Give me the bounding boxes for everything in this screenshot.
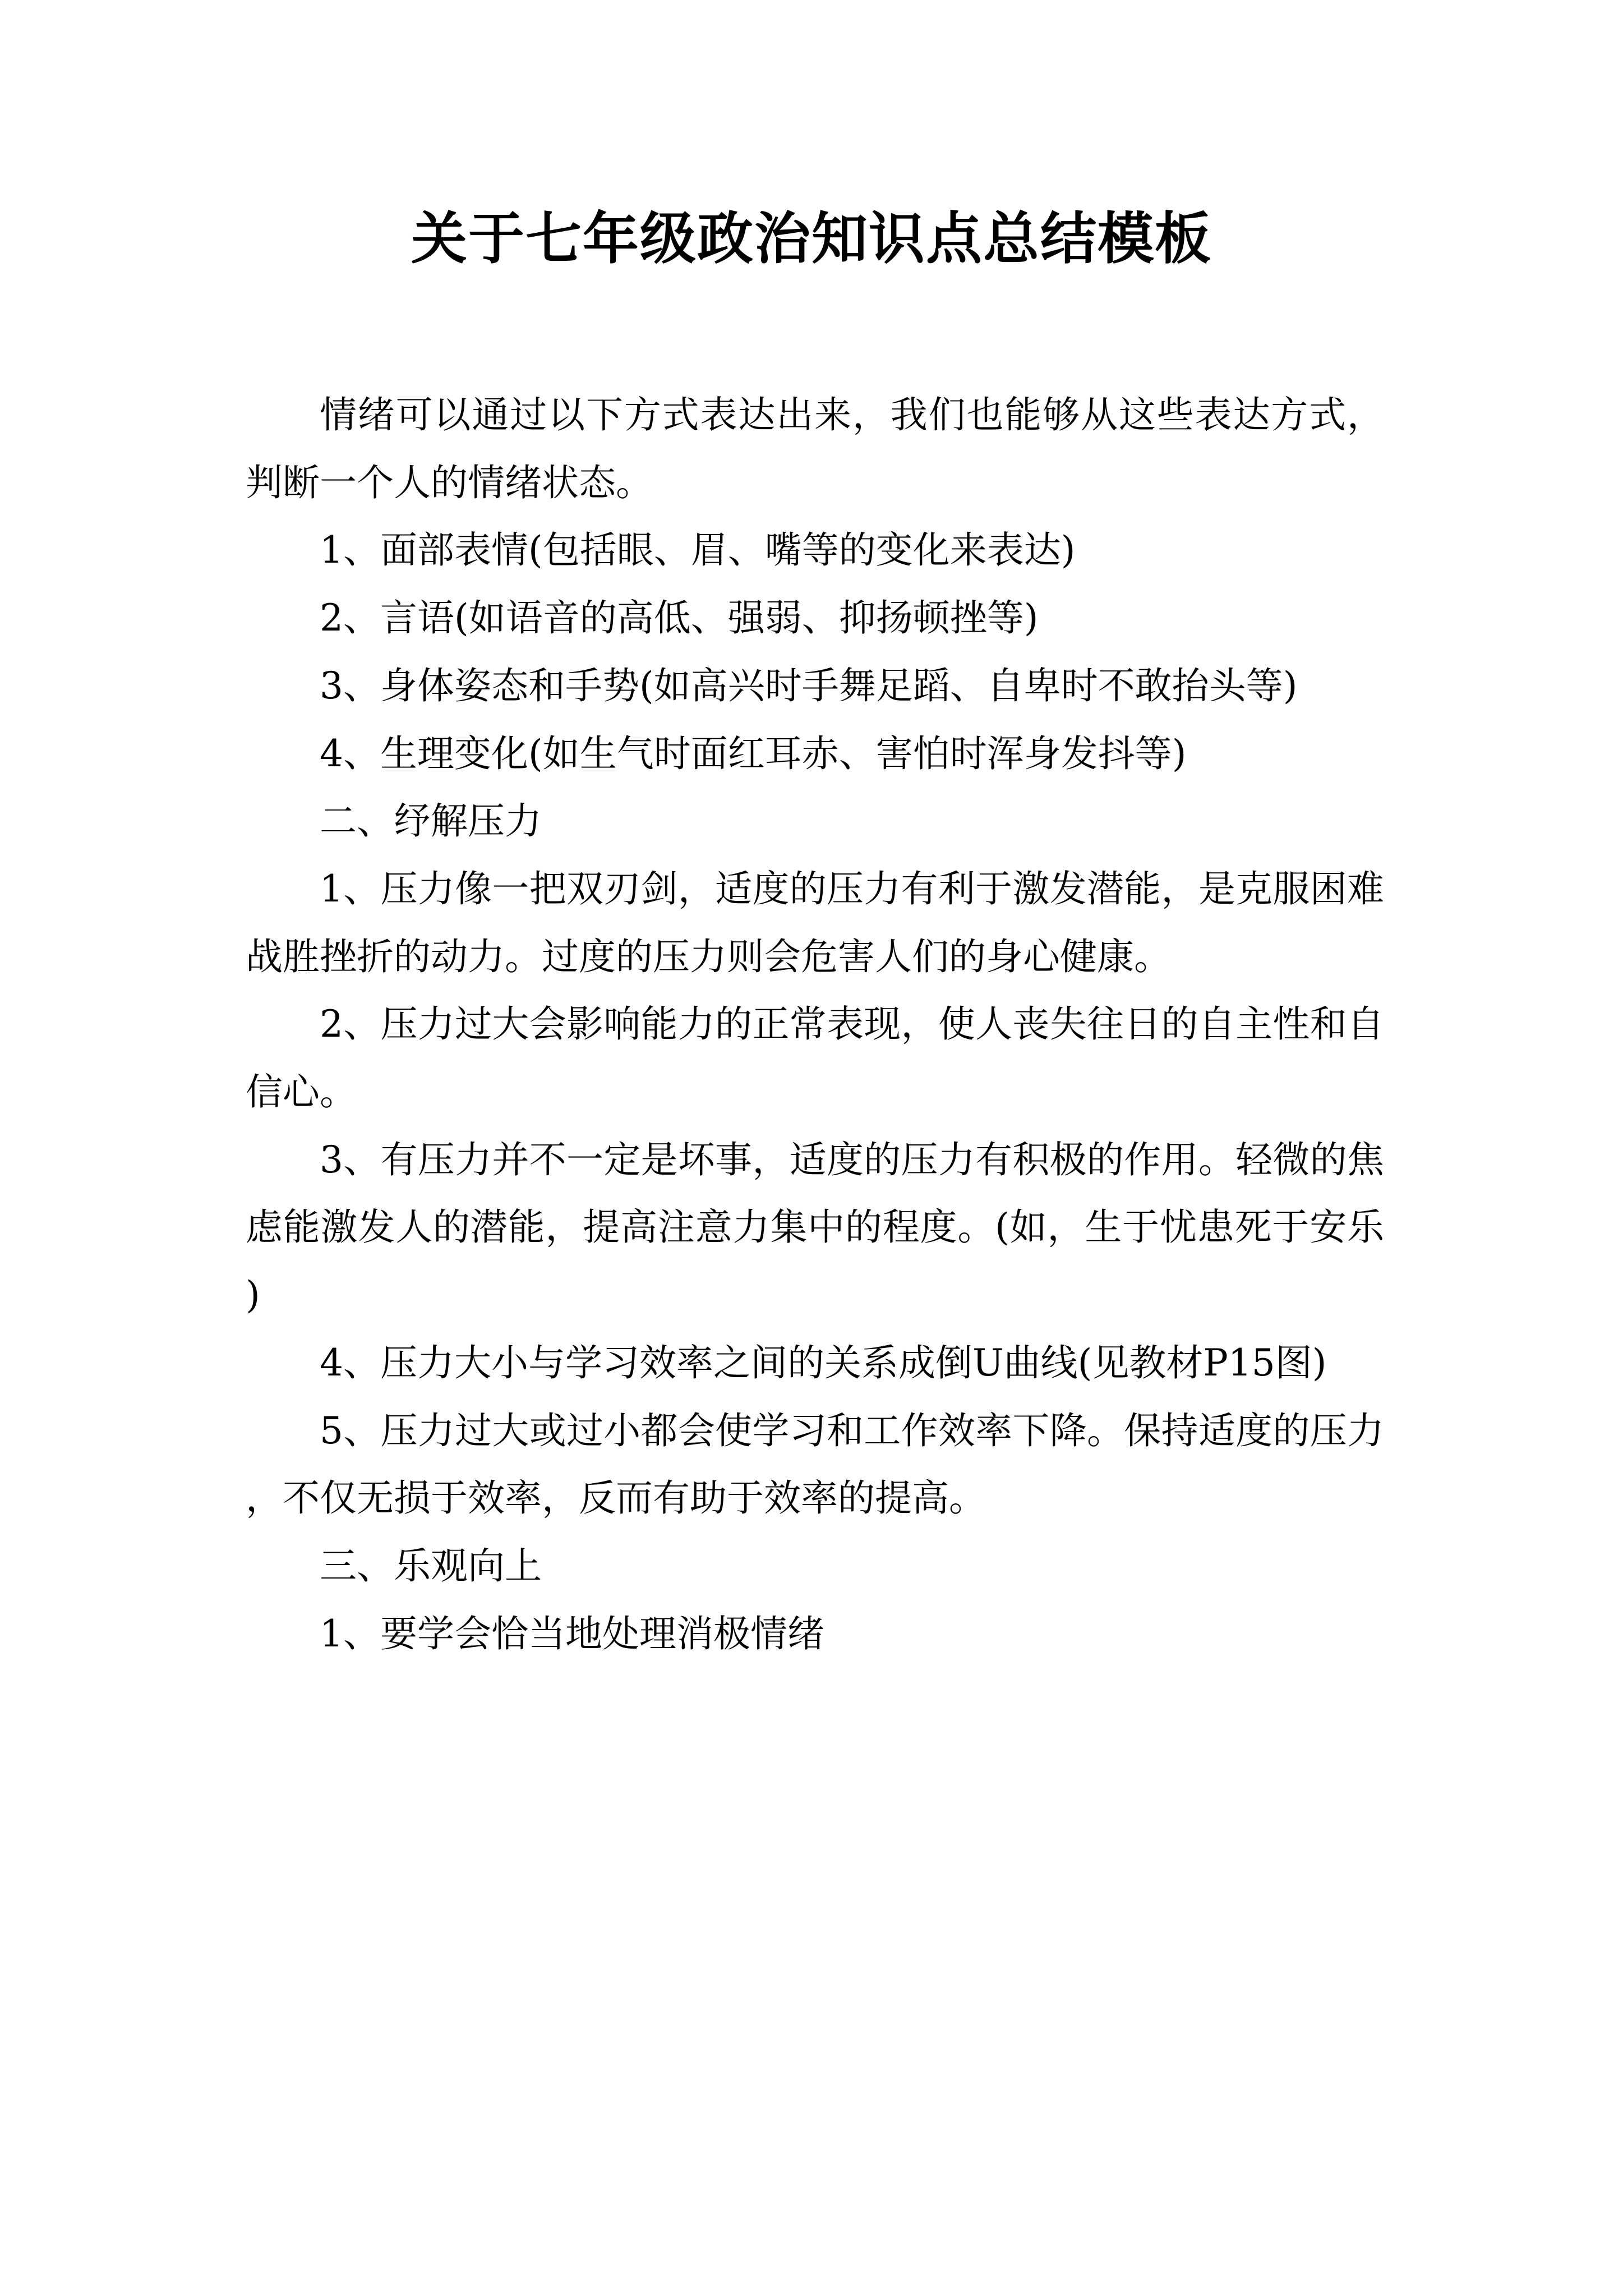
- paragraph-inverted-u-curve: 4、压力大小与学习效率之间的关系成倒U曲线(见教材P15图): [320, 1341, 1327, 1384]
- paragraph-facial-expression: 1、面部表情(包括眼、眉、嘴等的变化来表达): [320, 528, 1076, 572]
- paragraph-physiological-change: 4、生理变化(如生气时面红耳赤、害怕时浑身发抖等): [320, 731, 1187, 775]
- paragraph-stress-double-edged: 1、压力像一把双刃剑，适度的压力有利于激发潜能，是克服困难战胜挫折的动力。过度的压力则会危害人们的身心健康。: [246, 867, 1384, 978]
- paragraph-body-posture: 3、身体姿态和手势(如高兴时手舞足蹈、自卑时不敢抬头等): [320, 664, 1298, 707]
- section-heading-relieve-stress: 二、纾解压力: [320, 799, 542, 843]
- document-body: [246, 381, 1384, 1668]
- paragraph-handle-negative-emotions: 1、要学会恰当地处理消极情绪: [320, 1612, 824, 1655]
- paragraph-speech: 2、言语(如语音的高低、强弱、抑扬顿挫等): [320, 596, 1039, 640]
- paragraph-moderate-stress: 3、有压力并不一定是坏事，适度的压力有积极的作用。轻微的焦虑能激发人的潜能，提高注意力集中的程度。(如，生于忧患死于安乐): [246, 1138, 1384, 1317]
- section-heading-optimism: 三、乐观向上: [320, 1544, 542, 1588]
- paragraph-excess-stress: 2、压力过大会影响能力的正常表现，使人丧失往日的自主性和自信心。: [246, 1002, 1384, 1114]
- document-title: 关于七年级政治知识点总结模板: [411, 205, 1212, 272]
- paragraph-efficiency: 5、压力过大或过小都会使学习和工作效率下降。保持适度的压力，不仅无损于效率，反而有助于效率的提高。: [246, 1409, 1384, 1520]
- paragraph-emotion-expression-intro: 情绪可以通过以下方式表达出来，我们也能够从这些表达方式，判断一个人的情绪状态。: [246, 393, 1384, 504]
